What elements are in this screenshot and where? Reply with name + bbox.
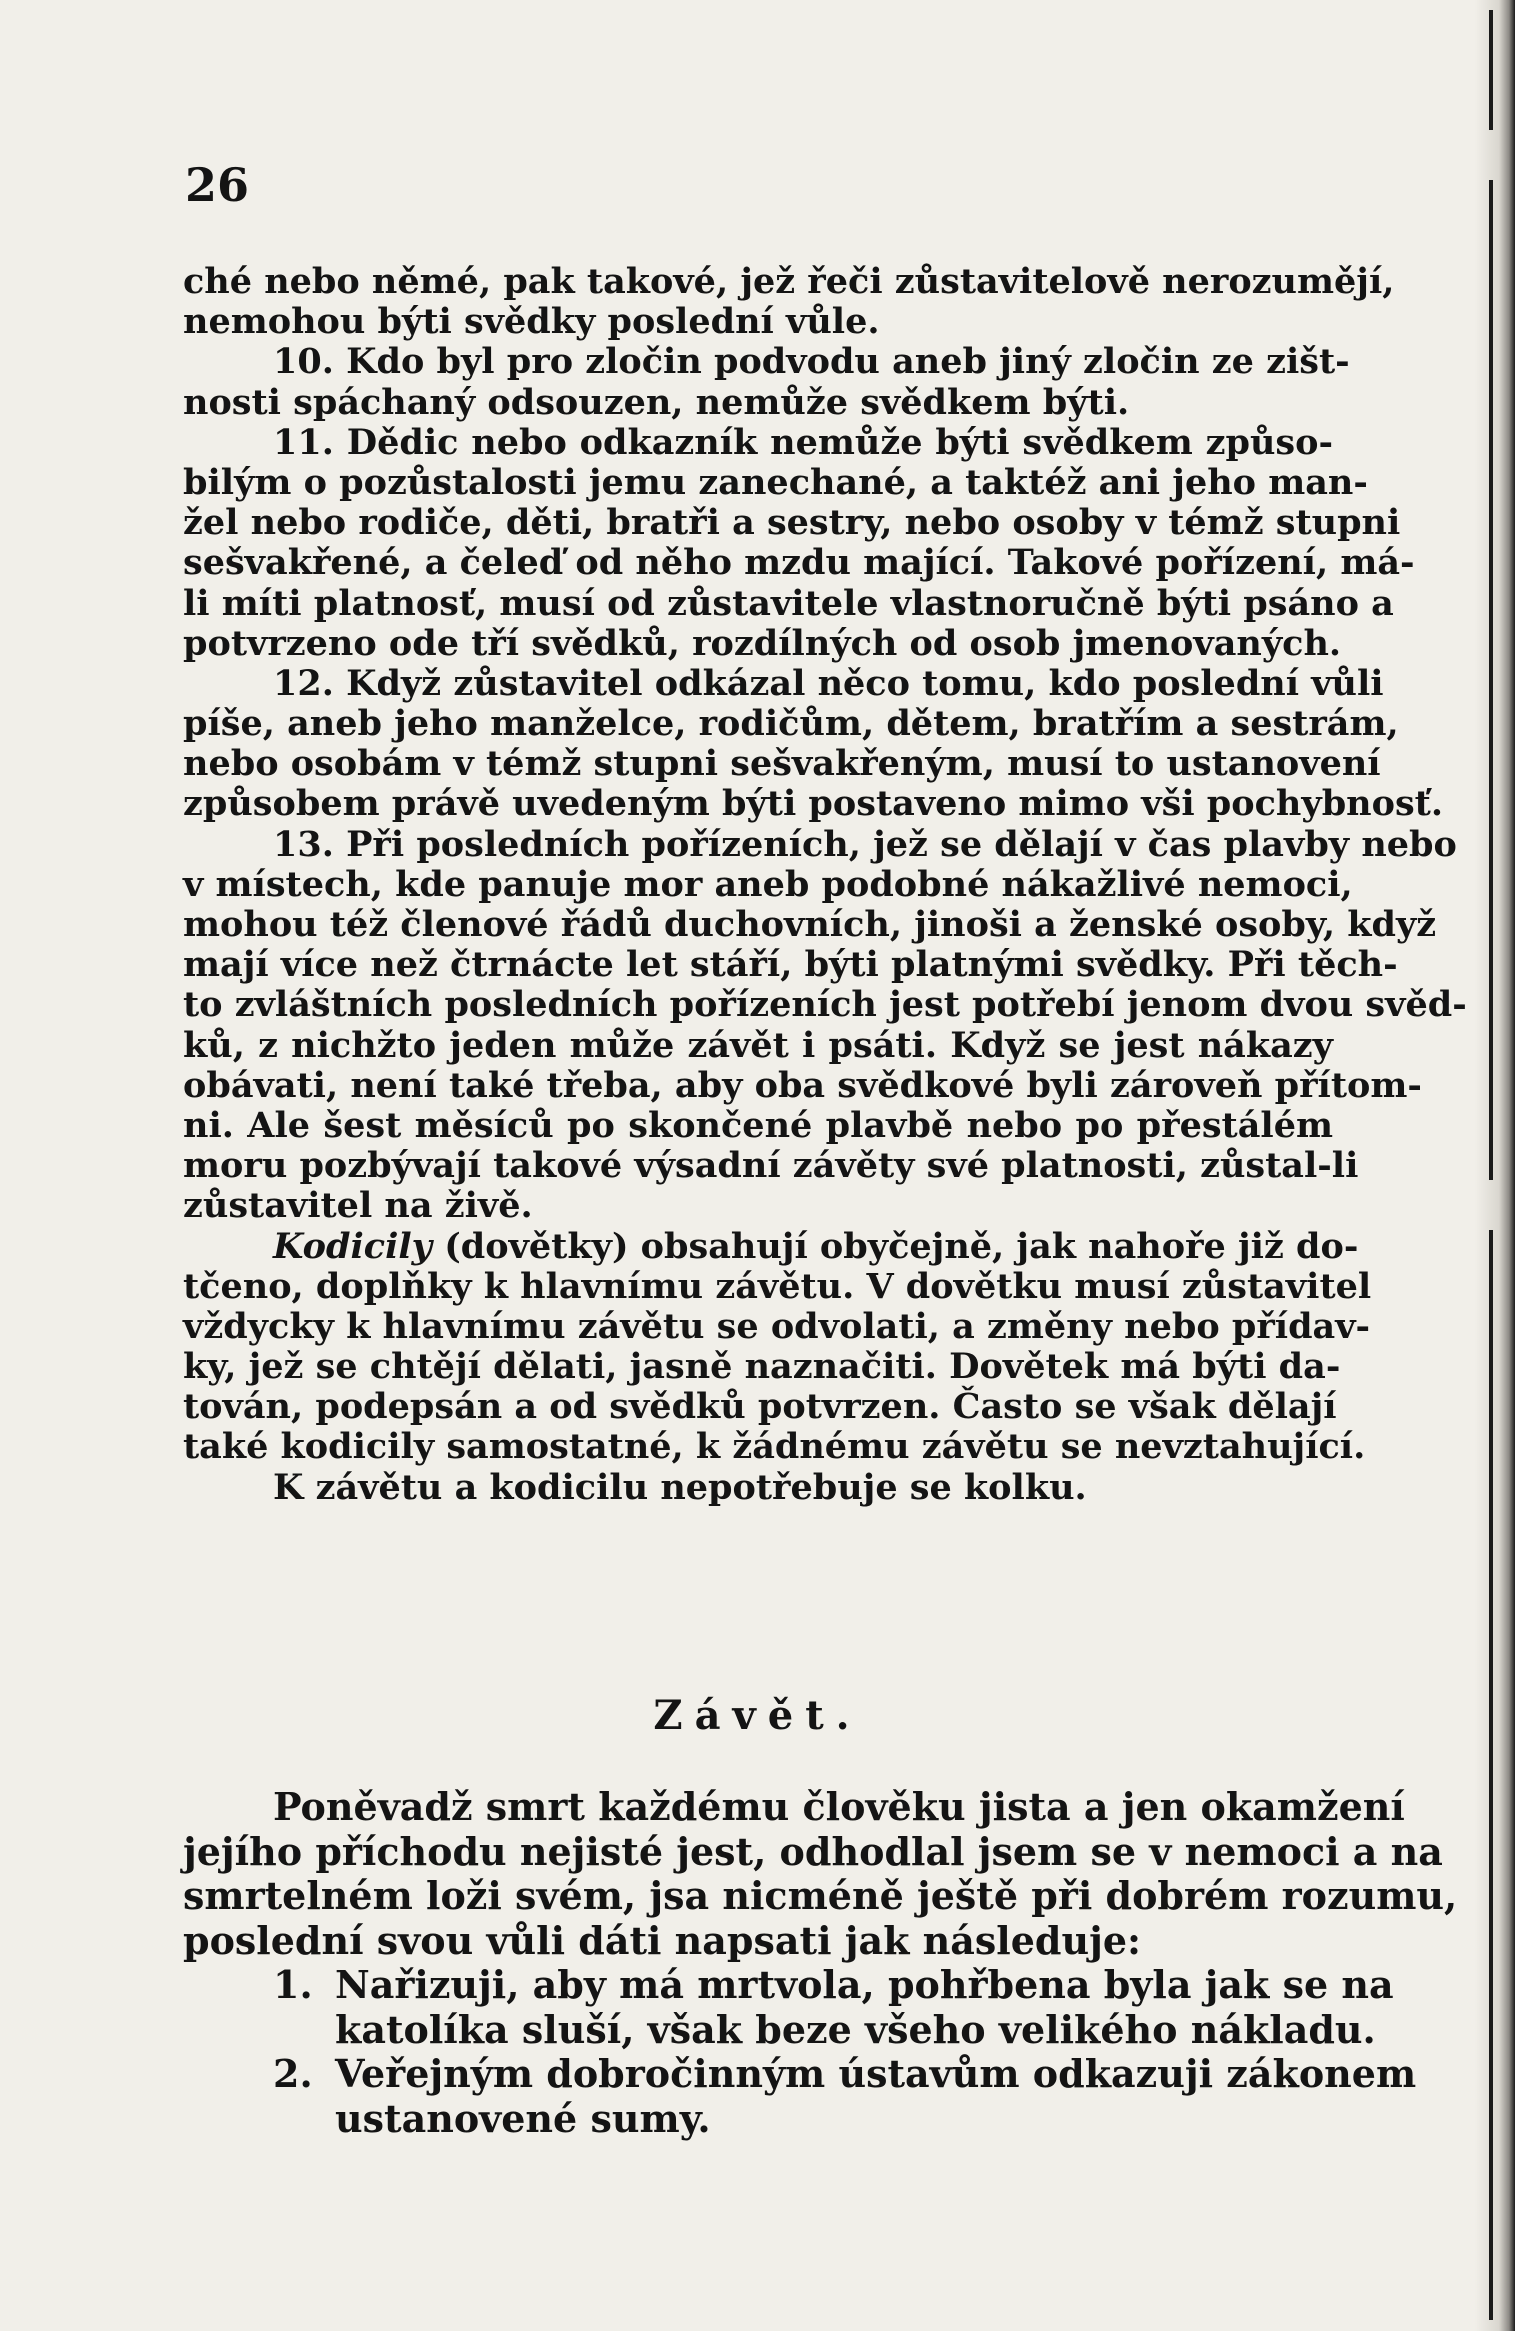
paragraph [183,662,1444,825]
will-line: Poněvadž smrt každému člověku jista a jen okamžení [273,1784,1405,1829]
page-edge-shadow [1475,0,1515,2331]
will-line: smrtelném loži svém, jsa nicméně ještě při dobrém rozumu, [183,1873,1458,1918]
text-line: mohou též členové řádů duchovních, jinoši a ženské osoby, když [183,904,1437,945]
will-list-item [183,2051,1417,2141]
text-line: obávati, není také třeba, aby oba svědkové byli zároveň přítom- [183,1064,1422,1106]
will-line: Nařizuji, aby má mrtvola, pohřbena byla jak se na [335,1962,1394,2007]
text-line: v místech, kde panuje mor aneb podobné nákažlivé nemoci, [183,863,1353,905]
text-line: ky, jež se chtějí dělati, jasně naznačiti. Dovětek má býti da- [183,1346,1341,1388]
text-line-rest: (dovětky) obsahují obyčejně, jak nahoře již do- [432,1225,1359,1267]
text-line: žel nebo rodiče, děti, bratři a sestry, nebo osoby v témž stupni [183,502,1401,544]
list-number: 1. [273,1962,313,2007]
page-edge-line [1489,1230,1493,2320]
text-line: nebo osobám v témž stupni sešvakřeným, musí to ustanovení [183,743,1381,785]
text-line: K závětu a kodicilu nepotřebuje se kolku. [273,1466,1087,1508]
text-line: ché nebo němé, pak takové, jež řeči zůstavitelově nerozumějí, [183,261,1395,302]
will-intro [183,1784,1458,1963]
paragraph [183,341,1350,423]
text-line: potvrzeno ode tří svědků, rozdílných od osob jmenovaných. [183,622,1342,664]
will-line: katolíka sluší, však beze všeho velikého nákladu. [335,2006,1376,2052]
text-line: sešvakřené, a čeleď od něho mzdu mající. Takové pořízení, má- [183,542,1415,584]
text-line: moru pozbývají takové výsadní závěty své platnosti, zůstal-li [183,1145,1359,1187]
text-line: 11. Dědic nebo odkazník nemůže býti svědkem způso- [273,421,1333,463]
text-line: tován, podepsán a od svědků potvrzen. Často se však dělají [183,1386,1337,1428]
section-heading: Závět. [653,1692,862,1739]
will-line: Veřejným dobročinným ústavům odkazuji zákonem [335,2051,1417,2096]
text-line: ků, z nichžto jeden může závět i psáti. Když se jest nákazy [183,1024,1333,1066]
text-line: nemohou býti svědky poslední vůle. [183,301,880,343]
paragraph [183,1468,1333,1508]
text-line: bilým o pozůstalosti jemu zanechané, a taktéž ani jeho man- [183,461,1368,503]
text-line: mají více než čtrnácte let stáří, býti platnými svědky. Při těch- [183,944,1398,986]
will-line: ustanovené sumy. [335,2095,711,2141]
text-line: to zvláštních posledních pořízeních jest potřebí jenom dvou svěd- [183,984,1467,1026]
paragraph [183,823,1467,1227]
will-list-item [183,1962,1394,2052]
paragraph [183,1225,1372,1468]
page-edge-line [1489,180,1493,1180]
text-line: 13. Při posledních pořízeních, jež se dělají v čas plavby nebo [273,823,1457,865]
will-text [183,1784,1458,2141]
italic-term: Kodicily [273,1225,433,1267]
body-text [183,261,1467,1508]
text-line: tčeno, doplňky k hlavnímu závětu. V dovětku musí zůstavitel [183,1265,1372,1307]
text-line: píše, aneb jeho manželce, rodičům, dětem, bratřím a sestrám, [183,703,1399,745]
will-line: poslední svou vůli dáti napsati jak následuje: [183,1917,1142,1963]
paragraph [183,261,1395,343]
text-line: způsobem právě uvedeným býti postaveno mimo vši pochybnosť. [183,783,1444,825]
list-number: 2. [273,2051,313,2096]
will-line: jejího příchodu nejisté jest, odhodlal jsem se v nemoci a na [183,1828,1443,1874]
page-edge-line [1489,10,1493,130]
text-line: ni. Ale šest měsíců po skončené plavbě nebo po přestálém [183,1104,1333,1146]
text-line: také kodicily samostatné, k žádnému závětu se nevztahující. [183,1426,1366,1468]
text-line: vždycky k hlavnímu závětu se odvolati, a změny nebo přídav- [183,1305,1371,1347]
paragraph [183,421,1415,664]
page-number: 26 [185,158,250,212]
text-line: zůstavitel na živě. [183,1185,533,1227]
text-line: 12. Když zůstavitel odkázal něco tomu, kdo poslední vůli [273,662,1384,704]
text-line: 10. Kdo byl pro zločin podvodu aneb jiný zločin ze zišt- [273,341,1350,383]
text-line: nosti spáchaný odsouzen, nemůže svědkem býti. [183,381,1130,423]
text-line [183,1225,1359,1267]
text-line: li míti platnosť, musí od zůstavitele vlastnoručně býti psáno a [183,582,1394,624]
